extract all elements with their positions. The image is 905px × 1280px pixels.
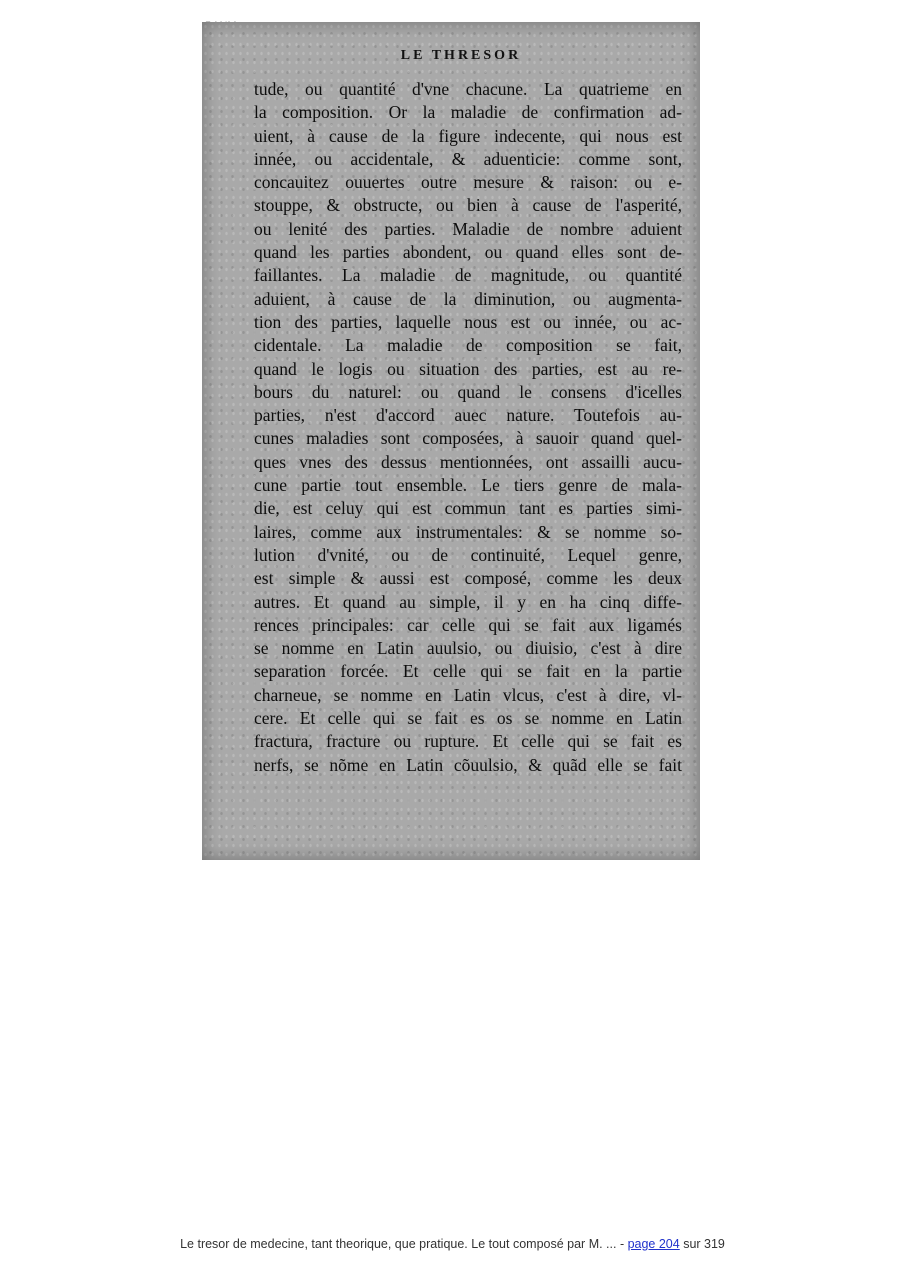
text-line: stouppe, & obstructe, ou bien à cause de l'asperité, [254, 195, 682, 216]
text-line: parties, n'est d'accord auec nature. Toutefois au- [254, 405, 682, 426]
text-line: la composition. Or la maladie de confirmation ad- [254, 102, 682, 123]
text-line: fractura, fracture ou rupture. Et celle qui se fait es [254, 731, 682, 752]
text-line: aduient, à cause de la diminution, ou augmenta- [254, 288, 682, 309]
text-line: ou lenité des parties. Maladie de nombre aduient [254, 218, 682, 239]
text-line: tude, ou quantité d'vne chacune. La quatrieme en [254, 79, 682, 99]
text-line: separation forcée. Et celle qui se fait en la partie [254, 661, 682, 682]
text-line: laires, comme aux instrumentales: & se nomme so- [254, 521, 682, 542]
footer [0, 1237, 905, 1251]
text-line: se nomme en Latin auulsio, ou diuisio, c'est à dire [254, 638, 682, 659]
text-line: quand les parties abondent, ou quand elles sont de- [254, 242, 682, 263]
page-text [254, 78, 682, 777]
footer-suffix: sur 319 [679, 1237, 725, 1251]
text-line: concauitez ouuertes outre mesure & raison: ou e- [254, 172, 682, 193]
text-line: autres. Et quand au simple, il y en ha cinq diffe- [254, 591, 682, 612]
text-line: cere. Et celle qui se fait es os se nomme en Latin [254, 708, 682, 729]
text-line: ques vnes des dessus mentionnées, ont assailli aucu- [254, 451, 682, 472]
text-line: die, est celuy qui est commun tant es parties simi- [254, 498, 682, 519]
text-line: faillantes. La maladie de magnitude, ou quantité [254, 265, 682, 286]
text-line: cunes maladies sont composées, à sauoir quand quel- [254, 428, 682, 449]
text-line: tion des parties, laquelle nous est ou innée, ou ac- [254, 311, 682, 332]
text-line: lution d'vnité, ou de continuité, Lequel genre, [254, 544, 682, 565]
footer-title: Le tresor de medecine, tant theorique, que pratique. Le tout composé par M. ... [180, 1237, 617, 1251]
running-head: LE THRESOR [400, 48, 522, 63]
text-line: nerfs, se nõme en Latin cõuulsio, & quãd elle se fait [254, 754, 682, 775]
footer-separator: - [616, 1237, 628, 1251]
text-line: est simple & aussi est composé, comme les deux [254, 568, 682, 589]
text-line: charneue, se nomme en Latin vlcus, c'est à dire, vl- [254, 684, 682, 705]
text-line: quand le logis ou situation des parties, est au re- [254, 358, 682, 379]
page-link[interactable]: page 204 [627, 1237, 680, 1251]
text-line: rences principales: car celle qui se fait aux ligamés [254, 614, 682, 635]
text-line: bours du naturel: ou quand le consens d'icelles [254, 381, 682, 402]
text-line: cune partie tout ensemble. Le tiers genre de mala- [254, 475, 682, 496]
scanned-page [202, 22, 700, 860]
text-line: innée, ou accidentale, & aduenticie: comme sont, [254, 148, 682, 169]
text-line: uient, à cause de la figure indecente, qui nous est [254, 125, 682, 146]
text-line: cidentale. La maladie de composition se fait, [254, 335, 682, 356]
